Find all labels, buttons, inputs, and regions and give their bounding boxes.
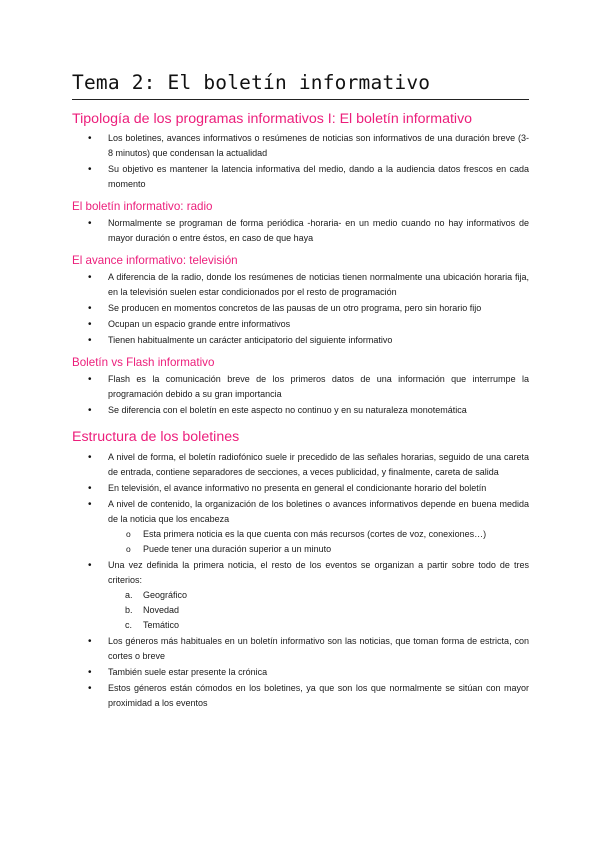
section-heading-flash: Boletín vs Flash informativo bbox=[72, 356, 215, 369]
list-item: • A diferencia de la radio, donde los resúmenes de noticias tienen normalmente una ubicación horaria fija, en la televisión suelen estar condicionados por el resto de programación bbox=[72, 270, 529, 300]
list-item: • A nivel de forma, el boletín radiofónico suele ir precedido de las señales horarias, seguido de una careta de entrada, contiene separadores de secciones, a veces publicidad, y finalmente, careta de salida bbox=[72, 450, 529, 480]
bullet-list bbox=[72, 450, 529, 711]
bullet-list bbox=[72, 270, 529, 348]
bullet-list bbox=[72, 216, 529, 246]
section-body-television bbox=[72, 270, 529, 349]
title-underline bbox=[72, 99, 529, 100]
list-item bbox=[72, 558, 529, 633]
list-item-text: Una vez definida la primera noticia, el resto de los eventos se organizan a partir sobre todo de tres criterios: bbox=[108, 560, 529, 585]
section-heading-radio: El boletín informativo: radio bbox=[72, 200, 213, 213]
criteria-list bbox=[72, 588, 529, 633]
criteria-marker: c. bbox=[125, 620, 133, 630]
list-item: • Flash es la comunicación breve de los primeros datos de una información que interrumpe la programación debido a su gran importancia bbox=[72, 372, 529, 402]
sub-list-item: o Puede tener una duración superior a un minuto bbox=[72, 542, 529, 557]
list-item: • Su objetivo es mantener la latencia informativa del medio, dando a la audiencia datos frescos en cada momento bbox=[72, 162, 529, 192]
list-item: • También suele estar presente la crónica bbox=[72, 665, 529, 680]
criteria-label: Geográfico bbox=[143, 590, 188, 600]
list-item: • Estos géneros están cómodos en los boletines, ya que son los que normalmente se sitúan con mayor proximidad a los eventos bbox=[72, 681, 529, 711]
section-body-flash bbox=[72, 372, 529, 419]
criteria-item bbox=[72, 603, 529, 618]
section-heading-television: El avance informativo: televisión bbox=[72, 254, 238, 267]
page-title: Tema 2: El boletín informativo bbox=[72, 71, 431, 94]
section-heading-estructura: Estructura de los boletines bbox=[72, 429, 240, 445]
section-body-tipologia bbox=[72, 131, 529, 193]
section-heading-tipologia: Tipología de los programas informativos I: El boletín informativo bbox=[72, 111, 473, 127]
list-item: • Los boletines, avances informativos o resúmenes de noticias son informativos de una duración breve (3-8 minutos) que condensan la actualidad bbox=[72, 131, 529, 161]
bullet-list bbox=[72, 131, 529, 192]
criteria-item bbox=[72, 618, 529, 633]
section-body-estructura bbox=[72, 450, 529, 712]
list-item: • En televisión, el avance informativo no presenta en general el condicionante horario del boletín bbox=[72, 481, 529, 496]
sub-list-item: o Esta primera noticia es la que cuenta con más recursos (cortes de voz, conexiones…) bbox=[72, 527, 529, 542]
criteria-marker: b. bbox=[125, 605, 133, 615]
list-item-text: A nivel de contenido, la organización de los boletines o avances informativos depende en buena medida de la noticia que los encabeza bbox=[108, 499, 529, 524]
criteria-label: Novedad bbox=[143, 605, 180, 615]
criteria-marker: a. bbox=[125, 590, 133, 600]
criteria-item bbox=[72, 588, 529, 603]
section-body-radio bbox=[72, 216, 529, 247]
list-item: • Tienen habitualmente un carácter anticipatorio del siguiente informativo bbox=[72, 333, 529, 348]
sub-list bbox=[72, 527, 529, 557]
list-item: • Se producen en momentos concretos de las pausas de un otro programa, pero sin horario fijo bbox=[72, 301, 529, 316]
list-item: • Se diferencia con el boletín en este aspecto no continuo y en su naturaleza monotemática bbox=[72, 403, 529, 418]
list-item: • Los géneros más habituales en un boletín informativo son las noticias, que toman forma de estricta, con cortes o breve bbox=[72, 634, 529, 664]
criteria-label: Temático bbox=[143, 620, 180, 630]
bullet-list bbox=[72, 372, 529, 418]
list-item bbox=[72, 497, 529, 557]
list-item: • Ocupan un espacio grande entre informativos bbox=[72, 317, 529, 332]
list-item: • Normalmente se programan de forma periódica -horaria- en un medio cuando no hay informativos de mayor duración o entre éstos, en caso de que haya bbox=[72, 216, 529, 246]
